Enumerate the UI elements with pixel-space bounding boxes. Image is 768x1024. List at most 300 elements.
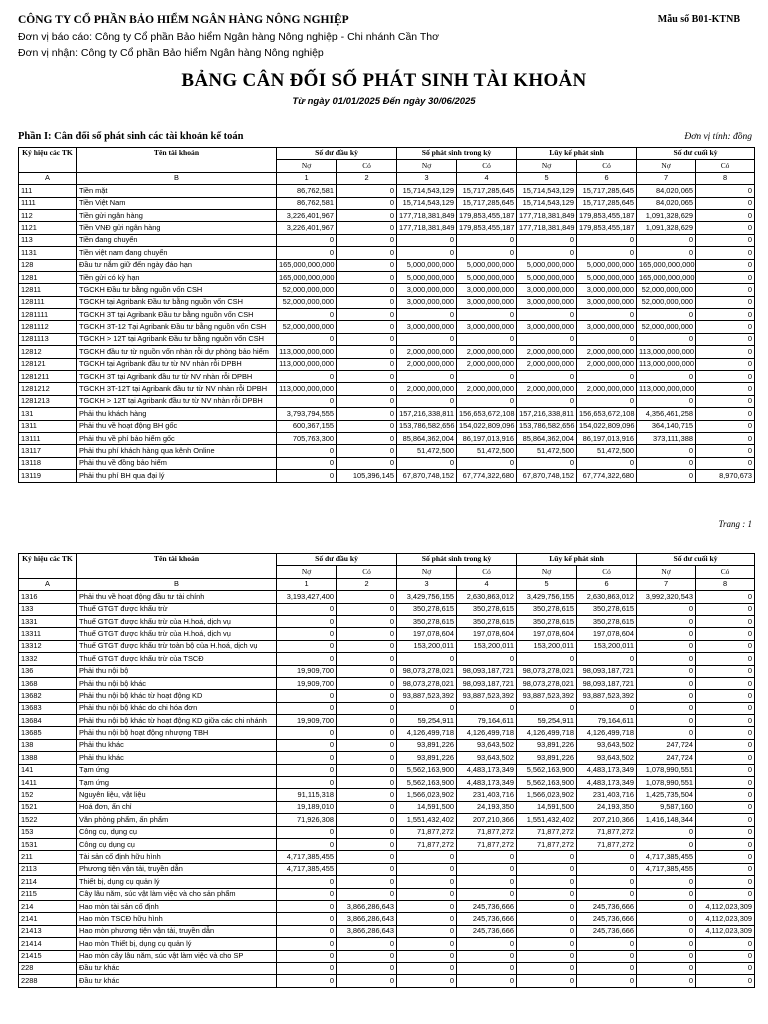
amount-cell: 4,717,385,455	[637, 851, 696, 863]
account-name: Phải thu nội bộ khác	[77, 677, 277, 689]
amount-cell: 0	[696, 395, 755, 407]
table-row	[19, 727, 755, 739]
amount-cell: 52,000,000,000	[277, 296, 337, 308]
amount-cell: 0	[696, 962, 755, 974]
account-code: 1281212	[19, 383, 77, 395]
table-row	[19, 271, 755, 283]
amount-cell: 93,643,502	[457, 739, 517, 751]
amount-cell: 0	[277, 371, 337, 383]
amount-cell: 0	[577, 888, 637, 900]
account-name: Phải thu nội bộ	[77, 665, 277, 677]
amount-cell: 0	[397, 309, 457, 321]
amount-cell: 93,891,226	[517, 739, 577, 751]
amount-cell: 0	[337, 801, 397, 813]
amount-cell: 24,193,350	[577, 801, 637, 813]
amount-cell: 0	[517, 888, 577, 900]
amount-cell: 0	[696, 408, 755, 420]
table-row	[19, 395, 755, 407]
table-row	[19, 975, 755, 987]
col-index: 3	[397, 578, 457, 590]
amount-cell: 52,000,000,000	[637, 296, 696, 308]
page-number: Trang : 1	[718, 519, 752, 529]
amount-cell: 0	[457, 851, 517, 863]
amount-cell: 4,126,499,718	[577, 727, 637, 739]
amount-cell: 0	[637, 628, 696, 640]
amount-cell: 0	[337, 665, 397, 677]
amount-cell: 0	[637, 247, 696, 259]
amount-cell: 0	[696, 752, 755, 764]
amount-cell: 0	[337, 603, 397, 615]
account-code: 13118	[19, 457, 77, 469]
account-name: Phải thu phí khách hàng qua kênh Online	[77, 445, 277, 457]
account-code: 136	[19, 665, 77, 677]
amount-cell: 91,115,318	[277, 789, 337, 801]
amount-cell: 0	[696, 209, 755, 221]
table-row	[19, 789, 755, 801]
amount-cell: 4,112,023,309	[696, 913, 755, 925]
amount-cell: 105,396,145	[337, 470, 397, 482]
amount-cell: 0	[637, 913, 696, 925]
amount-cell: 0	[577, 247, 637, 259]
amount-cell: 350,278,615	[397, 603, 457, 615]
amount-cell: 8,970,673	[696, 470, 755, 482]
amount-cell: 52,000,000,000	[277, 321, 337, 333]
amount-cell: 0	[696, 640, 755, 652]
account-code: 128121	[19, 358, 77, 370]
amount-cell: 0	[577, 962, 637, 974]
amount-cell: 93,643,502	[577, 752, 637, 764]
account-code: 1531	[19, 838, 77, 850]
amount-cell: 154,022,809,096	[577, 420, 637, 432]
amount-cell: 51,472,500	[517, 445, 577, 457]
amount-cell: 0	[517, 851, 577, 863]
balance-table-page-2	[18, 553, 755, 988]
table-row	[19, 420, 755, 432]
amount-cell: 0	[337, 752, 397, 764]
amount-cell: 0	[337, 653, 397, 665]
table-row	[19, 457, 755, 469]
account-name: Tiền gửi có kỳ hạn	[77, 271, 277, 283]
amount-cell: 5,000,000,000	[397, 259, 457, 271]
account-code: 111	[19, 185, 77, 197]
amount-cell: 0	[277, 640, 337, 652]
account-name: Tiền mặt	[77, 185, 277, 197]
amount-cell: 153,200,011	[577, 640, 637, 652]
account-code: 1388	[19, 752, 77, 764]
account-name: Thuế GTGT được khấu trừ	[77, 603, 277, 615]
amount-cell: 5,000,000,000	[517, 271, 577, 283]
amount-cell: 0	[337, 789, 397, 801]
amount-cell: 245,736,666	[577, 913, 637, 925]
amount-cell: 1,091,328,629	[637, 209, 696, 221]
amount-cell: 4,483,173,349	[577, 764, 637, 776]
amount-cell: 67,774,322,680	[457, 470, 517, 482]
account-name: Tạm ứng	[77, 777, 277, 789]
table-row	[19, 677, 755, 689]
amount-cell: 0	[397, 234, 457, 246]
account-name: TGCKH 3T tại Agribank Đầu tư bằng nguồn vốn CSH	[77, 309, 277, 321]
amount-cell: 0	[337, 591, 397, 603]
amount-cell: 0	[637, 603, 696, 615]
amount-cell: 15,717,285,645	[457, 185, 517, 197]
amount-cell: 0	[337, 950, 397, 962]
table-row	[19, 690, 755, 702]
amount-cell: 4,112,023,309	[696, 900, 755, 912]
col-header-credit: Có	[457, 566, 517, 578]
amount-cell: 0	[337, 640, 397, 652]
amount-cell: 0	[457, 702, 517, 714]
amount-cell: 0	[517, 925, 577, 937]
amount-cell: 3,000,000,000	[517, 321, 577, 333]
amount-cell: 113,000,000,000	[277, 383, 337, 395]
col-index: 1	[277, 172, 337, 184]
amount-cell: 0	[397, 900, 457, 912]
account-name: Phải thu phí BH qua đại lý	[77, 470, 277, 482]
amount-cell: 93,887,523,392	[457, 690, 517, 702]
amount-cell: 0	[277, 702, 337, 714]
amount-cell: 0	[457, 371, 517, 383]
table-row	[19, 346, 755, 358]
amount-cell: 156,653,672,108	[577, 408, 637, 420]
account-name: TGCKH tại Agribank đầu tư từ NV nhàn rỗi DPBH	[77, 358, 277, 370]
amount-cell: 0	[457, 309, 517, 321]
amount-cell: 165,000,000,000	[277, 259, 337, 271]
amount-cell: 3,000,000,000	[457, 321, 517, 333]
amount-cell: 197,078,604	[457, 628, 517, 640]
amount-cell: 4,717,385,455	[277, 863, 337, 875]
amount-cell: 84,020,065	[637, 197, 696, 209]
amount-cell: 93,887,523,392	[517, 690, 577, 702]
amount-cell: 98,093,187,721	[457, 665, 517, 677]
amount-cell: 2,000,000,000	[517, 346, 577, 358]
amount-cell: 98,093,187,721	[577, 665, 637, 677]
amount-cell: 0	[637, 962, 696, 974]
col-header-cumulative: Lũy kế phát sinh	[517, 554, 637, 566]
amount-cell: 4,112,023,309	[696, 925, 755, 937]
amount-cell: 2,000,000,000	[457, 346, 517, 358]
amount-cell: 177,718,381,849	[397, 222, 457, 234]
col-index: 8	[696, 172, 755, 184]
amount-cell: 0	[637, 309, 696, 321]
col-index: 7	[637, 172, 696, 184]
amount-cell: 0	[577, 371, 637, 383]
amount-cell: 3,000,000,000	[517, 284, 577, 296]
account-code: 13682	[19, 690, 77, 702]
table-row	[19, 445, 755, 457]
table-row	[19, 653, 755, 665]
account-name: Phải thu nội bộ khác do chi hóa đơn	[77, 702, 277, 714]
amount-cell: 0	[337, 247, 397, 259]
account-name: TGCKH > 12T tại Agribank đầu tư từ NV nhàn rỗi DPBH	[77, 395, 277, 407]
amount-cell: 373,111,388	[637, 432, 696, 444]
account-name: Tiền VNĐ gửi ngân hàng	[77, 222, 277, 234]
amount-cell: 0	[696, 259, 755, 271]
amount-cell: 364,140,715	[637, 420, 696, 432]
account-code: 2141	[19, 913, 77, 925]
amount-cell: 0	[337, 814, 397, 826]
amount-cell: 0	[277, 975, 337, 987]
amount-cell: 0	[337, 296, 397, 308]
account-code: 1111	[19, 197, 77, 209]
account-name: Thuế GTGT được khấu trừ của TSCĐ	[77, 653, 277, 665]
form-code: Mẫu số B01-KTNB	[657, 14, 740, 25]
amount-cell: 0	[277, 445, 337, 457]
amount-cell: 4,717,385,455	[277, 851, 337, 863]
amount-cell: 0	[696, 371, 755, 383]
amount-cell: 0	[277, 615, 337, 627]
account-name: Thiết bị, dụng cụ quản lý	[77, 876, 277, 888]
amount-cell: 79,164,611	[457, 715, 517, 727]
amount-cell: 197,078,604	[517, 628, 577, 640]
account-name: Hao mòn phương tiện vận tải, truyền dẫn	[77, 925, 277, 937]
amount-cell: 0	[696, 271, 755, 283]
amount-cell: 3,866,286,643	[337, 913, 397, 925]
amount-cell: 86,762,581	[277, 197, 337, 209]
amount-cell: 0	[457, 962, 517, 974]
account-code: 228	[19, 962, 77, 974]
amount-cell: 15,717,285,645	[577, 197, 637, 209]
amount-cell: 0	[277, 653, 337, 665]
amount-cell: 0	[337, 938, 397, 950]
amount-cell: 156,653,672,108	[457, 408, 517, 420]
amount-cell: 71,877,272	[577, 826, 637, 838]
amount-cell: 71,877,272	[517, 826, 577, 838]
amount-cell: 0	[397, 962, 457, 974]
amount-cell: 0	[696, 284, 755, 296]
amount-cell: 0	[457, 247, 517, 259]
amount-cell: 0	[337, 445, 397, 457]
amount-cell: 0	[457, 395, 517, 407]
amount-cell: 67,774,322,680	[577, 470, 637, 482]
amount-cell: 2,630,863,012	[457, 591, 517, 603]
account-name: TGCKH Đầu tư bằng nguồn vốn CSH	[77, 284, 277, 296]
amount-cell: 1,091,328,629	[637, 222, 696, 234]
table-row	[19, 333, 755, 345]
amount-cell: 0	[337, 615, 397, 627]
amount-cell: 1,566,023,902	[517, 789, 577, 801]
account-name: Phải thu nội bộ khác từ hoạt động KD	[77, 690, 277, 702]
amount-cell: 0	[337, 677, 397, 689]
amount-cell: 71,877,272	[397, 838, 457, 850]
account-name: Phải thu về hoạt động đầu tư tài chính	[77, 591, 277, 603]
col-header-code: Ký hiệu các TK	[19, 148, 77, 173]
amount-cell: 3,866,286,643	[337, 925, 397, 937]
amount-cell: 0	[577, 333, 637, 345]
amount-cell: 0	[637, 665, 696, 677]
table-row	[19, 603, 755, 615]
amount-cell: 0	[696, 603, 755, 615]
amount-cell: 0	[397, 863, 457, 875]
account-name: TGCKH 3T-12 Tại Agribank Đầu tư bằng nguồn vốn CSH	[77, 321, 277, 333]
amount-cell: 0	[637, 445, 696, 457]
amount-cell: 0	[277, 876, 337, 888]
table-row	[19, 185, 755, 197]
col-header-debit: Nợ	[277, 160, 337, 172]
account-name: Cây lâu năm, súc vật làm việc và cho sản phẩm	[77, 888, 277, 900]
amount-cell: 245,736,666	[457, 913, 517, 925]
amount-cell: 0	[577, 702, 637, 714]
col-index: 2	[337, 578, 397, 590]
amount-cell: 0	[637, 395, 696, 407]
amount-cell: 0	[696, 615, 755, 627]
account-name: Phải thu nội bộ hoạt động nhượng TBH	[77, 727, 277, 739]
amount-cell: 59,254,911	[517, 715, 577, 727]
account-name: Phải thu nội bộ khác từ hoạt động KD giữa các chi nhánh	[77, 715, 277, 727]
account-code: 12812	[19, 346, 77, 358]
amount-cell: 245,736,666	[457, 900, 517, 912]
account-name: Tiền đang chuyển	[77, 234, 277, 246]
amount-cell: 0	[277, 900, 337, 912]
amount-cell: 247,724	[637, 739, 696, 751]
amount-cell: 0	[637, 876, 696, 888]
amount-cell: 0	[517, 333, 577, 345]
amount-cell: 79,164,611	[577, 715, 637, 727]
account-code: 131	[19, 408, 77, 420]
amount-cell: 0	[637, 826, 696, 838]
amount-cell: 0	[577, 309, 637, 321]
amount-cell: 0	[277, 913, 337, 925]
amount-cell: 0	[517, 962, 577, 974]
amount-cell: 179,853,455,187	[577, 222, 637, 234]
amount-cell: 52,000,000,000	[637, 284, 696, 296]
amount-cell: 0	[457, 863, 517, 875]
account-code: 1368	[19, 677, 77, 689]
account-name: Tiền Việt Nam	[77, 197, 277, 209]
amount-cell: 245,736,666	[457, 925, 517, 937]
amount-cell: 0	[397, 653, 457, 665]
company-name: CÔNG TY CỔ PHẦN BẢO HIỂM NGÂN HÀNG NÔNG NGHIỆP	[18, 14, 349, 26]
amount-cell: 0	[397, 333, 457, 345]
amount-cell: 71,877,272	[397, 826, 457, 838]
amount-cell: 4,126,499,718	[457, 727, 517, 739]
amount-cell: 245,736,666	[577, 900, 637, 912]
col-header-opening: Số dư đầu kỳ	[277, 148, 397, 160]
amount-cell: 350,278,615	[457, 603, 517, 615]
amount-cell: 3,429,756,155	[397, 591, 457, 603]
amount-cell: 1,425,735,504	[637, 789, 696, 801]
amount-cell: 0	[637, 333, 696, 345]
amount-cell: 231,403,716	[457, 789, 517, 801]
amount-cell: 15,714,543,129	[397, 185, 457, 197]
col-header-opening: Số dư đầu kỳ	[277, 554, 397, 566]
col-index: 3	[397, 172, 457, 184]
amount-cell: 0	[517, 938, 577, 950]
table-row	[19, 863, 755, 875]
report-period: Từ ngày 01/01/2025 Đến ngày 30/06/2025	[292, 96, 476, 107]
amount-cell: 93,891,226	[397, 739, 457, 751]
amount-cell: 0	[397, 913, 457, 925]
receiving-unit: Đơn vị nhận: Công ty Cổ phần Bảo hiểm Ngân hàng Nông nghiệp	[18, 47, 324, 59]
account-code: 1121	[19, 222, 77, 234]
amount-cell: 247,724	[637, 752, 696, 764]
amount-cell: 3,000,000,000	[397, 296, 457, 308]
amount-cell: 1,566,023,902	[397, 789, 457, 801]
amount-cell: 71,877,272	[457, 838, 517, 850]
amount-cell: 0	[696, 838, 755, 850]
amount-cell: 113,000,000,000	[277, 346, 337, 358]
account-code: 1411	[19, 777, 77, 789]
table-row	[19, 615, 755, 627]
amount-cell: 0	[337, 888, 397, 900]
amount-cell: 0	[337, 185, 397, 197]
amount-cell: 0	[337, 628, 397, 640]
table-row	[19, 962, 755, 974]
table-row	[19, 826, 755, 838]
amount-cell: 0	[277, 752, 337, 764]
amount-cell: 93,643,502	[577, 739, 637, 751]
amount-cell: 0	[696, 234, 755, 246]
col-index: 8	[696, 578, 755, 590]
amount-cell: 0	[457, 234, 517, 246]
amount-cell: 1,078,990,551	[637, 764, 696, 776]
amount-cell: 0	[696, 888, 755, 900]
account-code: 1316	[19, 591, 77, 603]
table-row	[19, 739, 755, 751]
amount-cell: 165,000,000,000	[277, 271, 337, 283]
amount-cell: 0	[337, 371, 397, 383]
amount-cell: 0	[337, 358, 397, 370]
account-code: 2114	[19, 876, 77, 888]
account-code: 214	[19, 900, 77, 912]
amount-cell: 51,472,500	[577, 445, 637, 457]
amount-cell: 5,000,000,000	[577, 259, 637, 271]
amount-cell: 15,717,285,645	[457, 197, 517, 209]
col-header-closing: Số dư cuối kỳ	[637, 148, 755, 160]
table-row	[19, 702, 755, 714]
amount-cell: 93,887,523,392	[577, 690, 637, 702]
account-name: Tiền việt nam đang chuyển	[77, 247, 277, 259]
amount-cell: 0	[337, 876, 397, 888]
account-name: Hao mòn cây lâu năm, súc vật làm việc và cho SP	[77, 950, 277, 962]
amount-cell: 0	[696, 851, 755, 863]
amount-cell: 5,562,163,900	[397, 777, 457, 789]
account-code: 1281111	[19, 309, 77, 321]
amount-cell: 0	[696, 727, 755, 739]
amount-cell: 3,992,320,543	[637, 591, 696, 603]
table-row	[19, 715, 755, 727]
table-row	[19, 938, 755, 950]
table-row	[19, 296, 755, 308]
col-header-period: Số phát sinh trong kỳ	[397, 554, 517, 566]
amount-cell: 0	[517, 863, 577, 875]
col-index: A	[19, 578, 77, 590]
amount-cell: 4,717,385,455	[637, 863, 696, 875]
amount-cell: 4,483,173,349	[577, 777, 637, 789]
col-header-debit: Nợ	[637, 566, 696, 578]
amount-cell: 0	[696, 764, 755, 776]
amount-cell: 3,000,000,000	[397, 284, 457, 296]
amount-cell: 0	[397, 702, 457, 714]
amount-cell: 52,000,000,000	[277, 284, 337, 296]
amount-cell: 0	[696, 321, 755, 333]
table-row	[19, 197, 755, 209]
amount-cell: 5,562,163,900	[397, 764, 457, 776]
account-name: Hao mòn TSCĐ hữu hình	[77, 913, 277, 925]
amount-cell: 153,200,011	[457, 640, 517, 652]
amount-cell: 0	[637, 615, 696, 627]
amount-cell: 52,000,000,000	[637, 321, 696, 333]
amount-cell: 19,189,010	[277, 801, 337, 813]
account-name: Tiền gửi ngân hàng	[77, 209, 277, 221]
amount-cell: 0	[277, 333, 337, 345]
col-index: 4	[457, 172, 517, 184]
amount-cell: 3,000,000,000	[457, 296, 517, 308]
amount-cell: 0	[637, 234, 696, 246]
amount-cell: 0	[397, 247, 457, 259]
amount-cell: 5,000,000,000	[457, 271, 517, 283]
amount-cell: 0	[696, 789, 755, 801]
amount-cell: 0	[517, 900, 577, 912]
